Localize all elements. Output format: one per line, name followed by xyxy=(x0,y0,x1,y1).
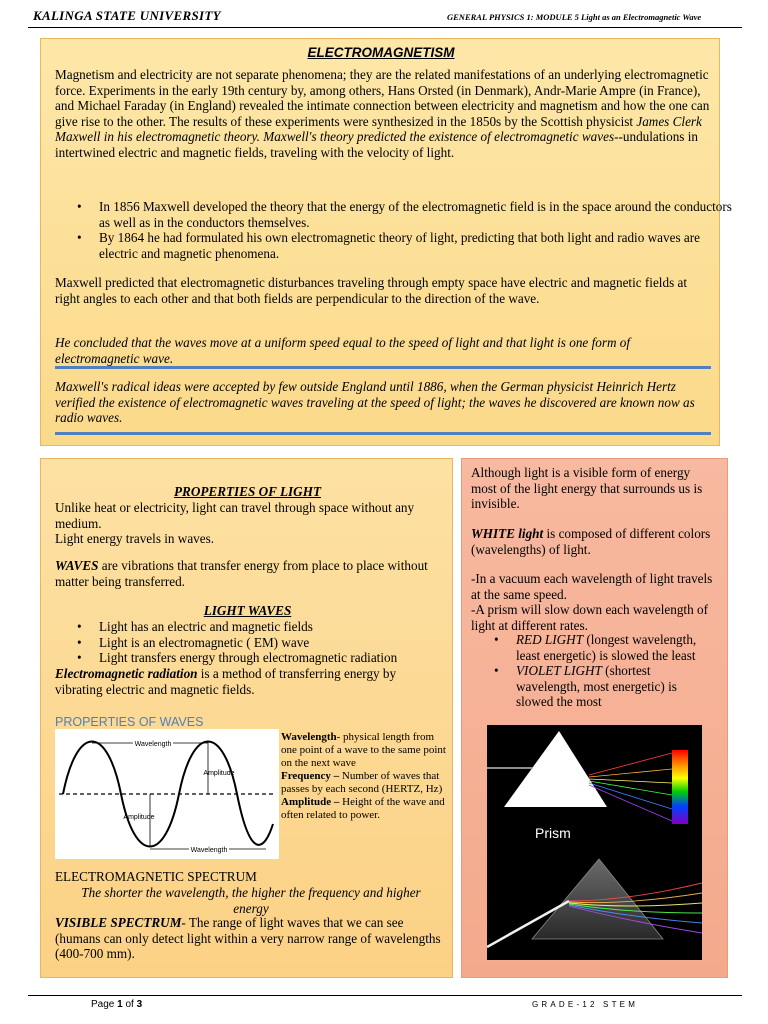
hertz-paragraph: Maxwell's radical ideas were accepted by few outside England until 1886, when the German physicist Heinrich Hertz verified the existence of electromagnetic waves traveling at the speed of light; the waves he discovered are known now as radio waves. xyxy=(55,379,695,426)
section-title-light-waves: LIGHT WAVES xyxy=(203,603,292,618)
section-title-properties-of-light: PROPERTIES OF LIGHT xyxy=(173,484,322,499)
amplitude-label-bottom: Amplitude xyxy=(123,814,155,821)
light-waves-list xyxy=(57,619,489,666)
spectrum-bar xyxy=(672,750,688,824)
white-light-panel xyxy=(461,458,728,978)
header-rule xyxy=(28,27,742,28)
wavelength-label-bottom: Wavelength xyxy=(190,847,228,854)
waves-definition: WAVES are vibrations that transfer energy from place to place without matter being transferred. xyxy=(55,558,428,589)
list-item: • Light is an electromagnetic ( EM) wave xyxy=(99,635,489,651)
list-item: • In 1856 Maxwell developed the theory that the energy of the electromagnetic field is in the space around the conductors as well as in the conductors themselves. xyxy=(99,199,739,230)
intro-paragraph: Magnetism and electricity are not separate phenomena; they are the related manifestations of an underlying electromagnetic force. Experiments in the early 19th century by, among others, Hans Orsted (in Denmark), Andr-Marie Ampre (in France), and Michael Faraday (in England) revealed the intimate connection between electricity and magnetism and how the one can give rise to the other. The results of these experiments were synthesized in the 1850s by the Scottish physicist James Clerk Maxwell in his electromagnetic theory. Maxwell's theory predicted the existence of electromagnetic waves--undulations in intertwined electric and magnetic fields, traveling with the velocity of light. xyxy=(55,67,710,160)
em-spectrum-subtitle: The shorter the wavelength, the higher the frequency and higher energy xyxy=(81,885,421,916)
definition-wavelength: Wavelength- physical length from one point of a wave to the same point on the next wave xyxy=(281,731,446,769)
definition-amplitude: Amplitude – Height of the wave and often related to power. xyxy=(281,796,445,821)
em-radiation-definition: Electromagnetic radiation is a method of transferring energy by vibrating electric and magnetic fields. xyxy=(55,666,397,697)
list-item: • Light has an electric and magnetic fields xyxy=(99,619,489,635)
list-item: • VIOLET LIGHT (shortest wavelength, most energetic) is slowed the most xyxy=(516,663,712,710)
maxwell-prediction-paragraph: Maxwell predicted that electromagnetic disturbances traveling through empty space have electric and magnetic fields at right angles to each other and that both fields are perpendicular to the direction of the wave. xyxy=(55,275,688,306)
wave-term-definitions xyxy=(281,731,451,822)
university-name: KALINGA STATE UNIVERSITY xyxy=(33,8,221,23)
visible-spectrum-definition: VISIBLE SPECTRUM- The range of light waves that we can see (humans can only detect light within a very narrow range of wavelengths (400-700 mm). xyxy=(55,915,441,962)
properties-of-light-panel xyxy=(40,458,453,978)
grade-label: GRADE-12 STEM xyxy=(532,1000,639,1009)
prism-illustration xyxy=(487,725,702,960)
list-item: • Light transfers energy through electromagnetic radiation xyxy=(99,650,489,666)
invisible-light-paragraph: Although light is a visible form of energy most of the light energy that surrounds us is invisible. xyxy=(471,465,703,512)
page-number: Page 1 of 3 xyxy=(91,999,143,1010)
section-title-em-spectrum: ELECTROMAGNETIC SPECTRUM xyxy=(55,869,257,884)
wavelength-label-top: Wavelength xyxy=(134,741,172,748)
list-item: • By 1864 he had formulated his own electromagnetic theory of light, predicting that both light and radio waves are electric and magnetic phenomena. xyxy=(99,230,739,261)
maxwell-bullet-list xyxy=(57,199,739,261)
amplitude-label-top: Amplitude xyxy=(203,770,235,777)
definition-frequency: Frequency – Number of waves that passes by each second (HERTZ, Hz) xyxy=(281,770,443,795)
footer-rule xyxy=(28,995,742,996)
properties-paragraph: Unlike heat or electricity, light can travel through space without any medium. Light energy travels in waves. xyxy=(55,500,415,547)
white-light-definition: WHITE light is composed of different colors (wavelengths) of light. xyxy=(471,526,711,557)
prism-caption: Prism xyxy=(535,825,571,841)
divider xyxy=(55,432,711,435)
wave-diagram xyxy=(55,729,279,859)
divider xyxy=(55,366,711,369)
prism-paragraph: -In a vacuum each wavelength of light travels at the same speed. -A prism will slow down each wavelength of light at different rates. xyxy=(471,571,713,633)
section-title-electromagnetism: ELECTROMAGNETISM xyxy=(307,45,455,60)
maxwell-conclusion-paragraph: He concluded that the waves move at a uniform speed equal to the speed of light and that light is one form of electromagnetic wave. xyxy=(55,335,631,366)
section-title-properties-of-waves: PROPERTIES OF WAVES xyxy=(55,715,204,729)
light-color-list xyxy=(472,632,712,710)
module-title: GENERAL PHYSICS 1: MODULE 5 Light as an Electromagnetic Wave xyxy=(447,12,702,22)
list-item: • RED LIGHT (longest wavelength, least energetic) is slowed the least xyxy=(516,632,712,663)
electromagnetism-panel xyxy=(40,38,732,446)
